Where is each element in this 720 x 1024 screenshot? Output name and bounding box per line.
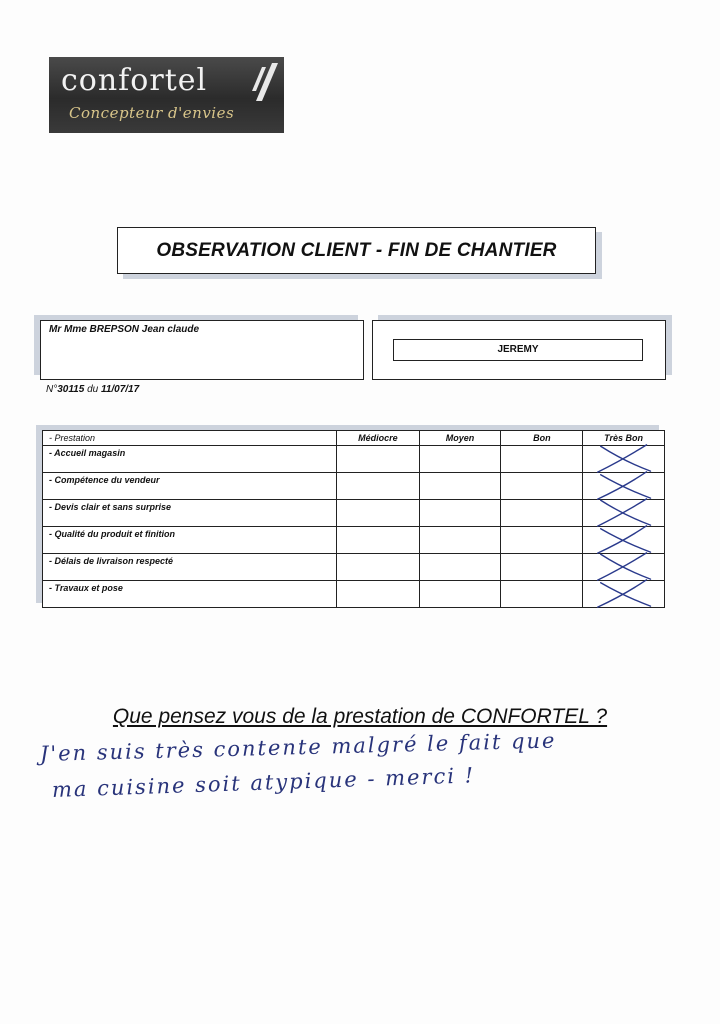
- handwritten-comment-line-1: J'en suis très contente malgré le fait que: [39, 728, 557, 766]
- order-date-prefix: du: [84, 384, 101, 395]
- rating-col-tres-bon: Très Bon: [583, 431, 665, 446]
- rating-cell[interactable]: [501, 527, 583, 554]
- rating-cell[interactable]: [583, 527, 665, 554]
- rating-row-label: - Accueil magasin: [43, 446, 337, 473]
- rating-cell[interactable]: [501, 554, 583, 581]
- rating-row-label: - Travaux et pose: [43, 581, 337, 608]
- handwritten-comment-line-2: ma cuisine soit atypique - merci !: [51, 763, 476, 802]
- logo-tagline: Concepteur d'envies: [69, 104, 235, 122]
- rating-cell[interactable]: [583, 554, 665, 581]
- form-title-box: [117, 227, 596, 274]
- rating-cell[interactable]: [337, 446, 419, 473]
- rating-cell[interactable]: [337, 473, 419, 500]
- rating-row: [43, 554, 665, 581]
- rating-row: [43, 446, 665, 473]
- rating-header-label: - Prestation: [43, 431, 337, 446]
- rating-col-moyen: Moyen: [419, 431, 501, 446]
- rating-row: [43, 500, 665, 527]
- rating-row: [43, 581, 665, 608]
- order-number: 30115: [57, 384, 85, 395]
- client-box: [40, 320, 364, 380]
- comment-question: Que pensez vous de la prestation de CONFORTEL ?: [112, 705, 608, 728]
- rating-cell[interactable]: [337, 500, 419, 527]
- order-reference: [46, 384, 139, 395]
- logo-brand: confortel: [61, 63, 208, 98]
- rating-cell[interactable]: [337, 554, 419, 581]
- rating-row-label: - Compétence du vendeur: [43, 473, 337, 500]
- rating-row: [43, 473, 665, 500]
- rating-cell[interactable]: [419, 446, 501, 473]
- order-date: 11/07/17: [101, 384, 140, 395]
- rating-cell[interactable]: [337, 581, 419, 608]
- vendor-box: [372, 320, 666, 380]
- rating-cell[interactable]: [419, 527, 501, 554]
- rating-col-bon: Bon: [501, 431, 583, 446]
- confortel-logo: [49, 57, 284, 133]
- rating-cell[interactable]: [501, 446, 583, 473]
- logo-slash-icon: [252, 61, 280, 103]
- order-prefix: N°: [46, 384, 58, 395]
- rating-cell[interactable]: [419, 554, 501, 581]
- rating-cell[interactable]: [419, 581, 501, 608]
- rating-cell[interactable]: [419, 473, 501, 500]
- rating-row-label: - Devis clair et sans surprise: [43, 500, 337, 527]
- rating-cell[interactable]: [501, 473, 583, 500]
- rating-row-label: - Qualité du produit et finition: [43, 527, 337, 554]
- vendor-name: JEREMY: [393, 339, 643, 361]
- client-name: Mr Mme BREPSON Jean claude: [49, 324, 200, 335]
- rating-cell[interactable]: [583, 446, 665, 473]
- rating-cell[interactable]: [337, 527, 419, 554]
- rating-cell[interactable]: [501, 581, 583, 608]
- rating-cell[interactable]: [583, 473, 665, 500]
- rating-cell[interactable]: [583, 500, 665, 527]
- rating-cell[interactable]: [501, 500, 583, 527]
- rating-cell[interactable]: [583, 581, 665, 608]
- form-title: OBSERVATION CLIENT - FIN DE CHANTIER: [156, 240, 557, 261]
- rating-col-mediocre: Médiocre: [337, 431, 419, 446]
- rating-row: [43, 527, 665, 554]
- rating-cell[interactable]: [419, 500, 501, 527]
- rating-table: [42, 430, 665, 608]
- rating-row-label: - Délais de livraison respecté: [43, 554, 337, 581]
- rating-header-row: [43, 431, 665, 446]
